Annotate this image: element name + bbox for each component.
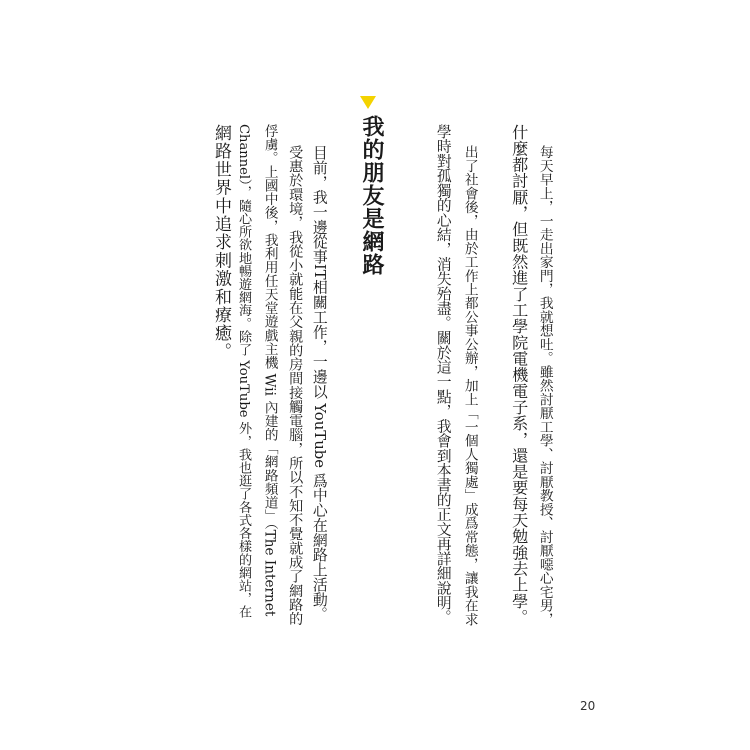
text-line: 受惠於環境，我從小就能在父親的房間接觸電腦，所以不知不覺就成了網路的 [287,145,304,626]
text-line: 學時對孤獨的心結，消失殆盡。關於這一點，我會到本書的正文再詳細說明。 [434,124,452,625]
text-line: 什麼都討厭，但既然進了工學院電機電子系，還是要每天勉強去上學。 [509,124,529,625]
text-line: 每天早上，一走出家門，我就想吐。雖然討厭工學、討厭教授、討厭噁心宅男， [536,145,553,626]
triangle-marker-icon [360,96,376,109]
text-line: 網路世界中追求刺激和療癒。 [211,124,231,361]
text-line: 目前，我一邊從事IT相關工作，一邊以 YouTube 爲中心在網路上活動。 [310,145,329,622]
text-line: Channel），隨心所欲地暢遊網海。除了 YouTube 外，我也逛了各式各樣的網站，在 [236,124,252,619]
text-line: 俘虜。上國中後，我利用任天堂遊戲主機 Wii 內建的「網路頻道」（The Internet [261,124,278,617]
text-line: 出了社會後，由於工作上都公事公辦，加上「一個人獨處」成爲常態，讓我在求 [461,145,478,626]
section-title: 我的朋友是網路 [359,115,384,276]
section-heading [356,96,384,276]
page-number: 20 [580,699,596,713]
